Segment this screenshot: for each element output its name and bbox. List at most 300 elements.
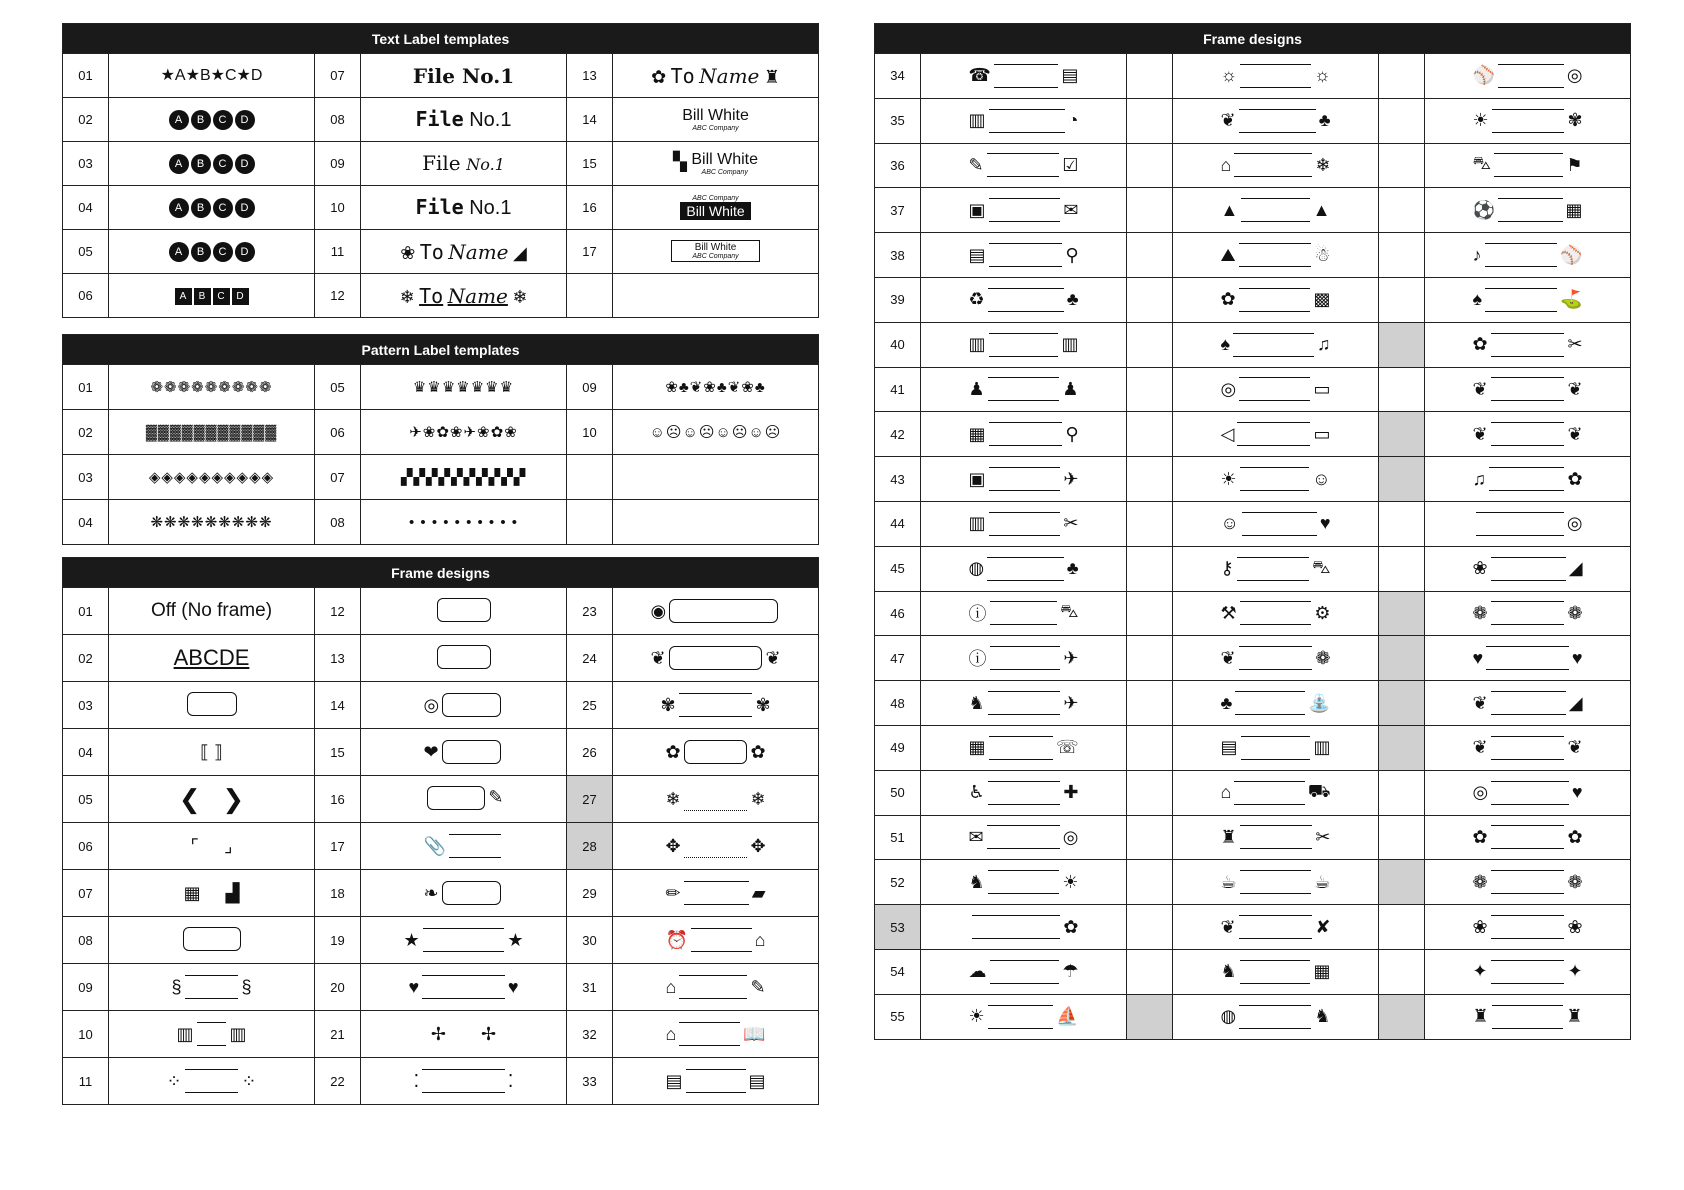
row-number: 50 (875, 770, 921, 815)
to-name-text: ❄ To Name ❄ (361, 274, 567, 318)
frame-graphic: ♿ ✚ (969, 779, 1079, 807)
frame-graphic: ❦ ❦ (1473, 420, 1583, 448)
frame-design: § § (109, 964, 315, 1011)
row-number: 16 (315, 776, 361, 823)
row-number: 13 (315, 635, 361, 682)
frame-graphic: ✿ (969, 913, 1079, 941)
empty-cell (1379, 277, 1425, 322)
row-number: 48 (875, 681, 921, 726)
frame-graphic: ▥ ▥ (969, 331, 1079, 359)
frame-graphic: ♻ ♣ (969, 286, 1079, 314)
empty-cell (1379, 949, 1425, 994)
empty-cell (1127, 591, 1173, 636)
frame-graphic: ⌂ ❄ (1221, 151, 1331, 179)
frame-graphic: ☺ ♥ (1221, 510, 1331, 538)
frame-design: 📎 (361, 823, 567, 870)
apple-letters: A B C D (109, 98, 315, 142)
frame-graphic: ▣ ✉ (969, 196, 1079, 224)
row-number: 44 (875, 501, 921, 546)
frame-design (921, 636, 1127, 681)
row-number: 38 (875, 233, 921, 278)
frame-design: ⁚ ⁚ (361, 1058, 567, 1105)
frame-graphic: ⓘ ✈ (968, 647, 1079, 670)
frame-design (1425, 591, 1631, 636)
frame-graphic: ▦ ☏ (969, 734, 1079, 762)
frame-design (921, 815, 1127, 860)
frame-design (921, 546, 1127, 591)
frame-design (1173, 681, 1379, 726)
row-number: 52 (875, 860, 921, 905)
frame-design (1173, 501, 1379, 546)
lace-pattern: ◈◈◈◈◈◈◈◈◈◈ (109, 455, 315, 500)
frame-design: ⌂ ✎ (613, 964, 819, 1011)
frame-design (1425, 681, 1631, 726)
frame-design (1173, 860, 1379, 905)
frame-graphic: ❀ ❀ (1473, 913, 1583, 941)
pattern-label-title: Pattern Label templates (63, 335, 819, 365)
row-number: 15 (567, 142, 613, 186)
text-label-table (62, 23, 819, 318)
frame-design (921, 501, 1127, 546)
frame-design (1425, 905, 1631, 950)
empty-cell (1127, 143, 1173, 188)
frame-design: ❧ (361, 870, 567, 917)
row-number: 08 (315, 98, 361, 142)
heart-letters: A B C D (109, 186, 315, 230)
row-number: 19 (315, 917, 361, 964)
row-number: 51 (875, 815, 921, 860)
frame-design (1425, 725, 1631, 770)
frame-design (921, 681, 1127, 726)
empty-cell (1127, 770, 1173, 815)
frame-design: ◉ (613, 588, 819, 635)
frame-design: ▦ ▟ (109, 870, 315, 917)
frame-designs-title: Frame designs (875, 24, 1631, 54)
frame-graphic: ☼ ☼ (1221, 62, 1331, 90)
empty-cell (1379, 143, 1425, 188)
frame-design (1173, 143, 1379, 188)
empty-cell (613, 500, 819, 545)
empty-cell (1127, 725, 1173, 770)
empty-cell (1379, 98, 1425, 143)
frame-design (921, 233, 1127, 278)
frame-graphic: ✿ ▩ (1221, 286, 1331, 314)
row-number: 07 (315, 455, 361, 500)
to-name-text: ✿ To Name ♜ (613, 54, 819, 98)
row-number: 03 (63, 682, 109, 729)
empty-cell (1127, 546, 1173, 591)
row-number: 26 (567, 729, 613, 776)
empty-cell (1379, 636, 1425, 681)
row-number: 03 (63, 142, 109, 186)
row-number: 14 (315, 682, 361, 729)
row-number: 05 (63, 230, 109, 274)
frame-graphic: ⚾ ◎ (1473, 62, 1583, 90)
no-frame-text: Off (No frame) (109, 588, 315, 635)
empty-cell (1379, 815, 1425, 860)
file-no-text: File No.1 (361, 54, 567, 98)
frame-graphic: ♠ ♫ (1221, 331, 1331, 359)
frame-design (1425, 949, 1631, 994)
empty-cell (1127, 277, 1173, 322)
frame-design (1425, 188, 1631, 233)
frame-design (921, 725, 1127, 770)
row-number: 47 (875, 636, 921, 681)
empty-cell (1127, 905, 1173, 950)
frame-graphic: ◁ ▭ (1221, 420, 1331, 448)
empty-cell (1127, 188, 1173, 233)
row-number: 24 (567, 635, 613, 682)
frame-graphic: ♞ ✈ (969, 689, 1079, 717)
empty-cell (1379, 322, 1425, 367)
underline-text: ABCDE (109, 635, 315, 682)
frame-graphic: ▤ ⚲ (969, 241, 1079, 269)
row-number: 36 (875, 143, 921, 188)
row-number: 17 (315, 823, 361, 870)
empty-cell (1127, 501, 1173, 546)
frame-design (921, 949, 1127, 994)
frame-design: ✎ (361, 776, 567, 823)
row-number: 09 (315, 142, 361, 186)
row-number: 37 (875, 188, 921, 233)
frame-design: ✿ ✿ (613, 729, 819, 776)
frame-design (1173, 277, 1379, 322)
frame-design: ▤ ▤ (613, 1058, 819, 1105)
frame-design (1425, 636, 1631, 681)
frame-designs-left-table (62, 557, 819, 1105)
car-letters: A B C D (109, 142, 315, 186)
empty-cell (1379, 412, 1425, 457)
frame-design (1425, 546, 1631, 591)
frame-design (1173, 949, 1379, 994)
row-number: 02 (63, 410, 109, 455)
row-number: 41 (875, 367, 921, 412)
houndstooth-pattern: ▞▞▞▞▞▞▞▞▞▞ (361, 455, 567, 500)
frame-design: ❦ ❦ (613, 635, 819, 682)
lace-pattern: ❁❁❁❁❁❁❁❁❁ (109, 365, 315, 410)
frame-design (921, 905, 1127, 950)
frame-design (921, 143, 1127, 188)
frame-design (1173, 636, 1379, 681)
lace-pattern: ❋❋❋❋❋❋❋❋❋ (109, 500, 315, 545)
file-no-text: File No.1 (361, 186, 567, 230)
frame-design: ★ ★ (361, 917, 567, 964)
frame-design (1173, 367, 1379, 412)
empty-cell (1379, 233, 1425, 278)
frame-design (921, 591, 1127, 636)
frame-design (921, 457, 1127, 502)
row-number: 13 (567, 54, 613, 98)
frame-design (1173, 591, 1379, 636)
frame-graphic: ♟ ♟ (969, 375, 1079, 403)
row-number: 09 (567, 365, 613, 410)
empty-cell (613, 274, 819, 318)
frame-graphic: ◎ ▭ (1221, 375, 1331, 403)
frame-design (921, 994, 1127, 1039)
empty-cell (1127, 412, 1173, 457)
frame-graphic: ♠ ⛳ (1473, 286, 1583, 314)
row-number: 02 (63, 98, 109, 142)
row-number (567, 455, 613, 500)
empty-cell (1379, 591, 1425, 636)
frame-graphic: ▥ ✂ (969, 510, 1079, 538)
row-number: 05 (63, 776, 109, 823)
frame-design (1173, 233, 1379, 278)
frame-graphic: ☀ ☺ (1221, 465, 1331, 493)
fruit-pattern: ❀♣❦❀♣❦❀♣ (613, 365, 819, 410)
frame-design (1173, 546, 1379, 591)
row-number: 17 (567, 230, 613, 274)
frame-design (1173, 54, 1379, 99)
row-number: 31 (567, 964, 613, 1011)
file-no-text: File No.1 (361, 142, 567, 186)
empty-cell (1127, 994, 1173, 1039)
frame-graphic: ♞ ▦ (1221, 958, 1331, 986)
frame-graphic: ⛰ ☃ (1221, 241, 1331, 269)
frame-graphic: ⚽ ▦ (1473, 196, 1583, 224)
frame-graphic: ✦ ✦ (1473, 958, 1583, 986)
empty-cell (1379, 54, 1425, 99)
frame-graphic: ☁ ☂ (969, 958, 1079, 986)
empty-cell (1127, 457, 1173, 502)
frame-design (109, 917, 315, 964)
frame-design (1425, 322, 1631, 367)
row-number: 06 (63, 823, 109, 870)
face-pattern: ☺☹☺☹☺☹☺☹ (613, 410, 819, 455)
row-number: 04 (63, 729, 109, 776)
frame-graphic: ◍ ♣ (969, 555, 1079, 583)
frame-design (361, 635, 567, 682)
empty-cell (1379, 905, 1425, 950)
frame-graphic: ✿ ✿ (1473, 823, 1583, 851)
text-label-title: Text Label templates (63, 24, 819, 54)
frame-design (921, 860, 1127, 905)
frame-graphic: ⌂ ⛟ (1221, 779, 1331, 807)
frame-designs-title: Frame designs (63, 558, 819, 588)
row-number: 01 (63, 588, 109, 635)
frame-graphic: ⛍ ⚑ (1473, 151, 1583, 179)
row-number: 07 (63, 870, 109, 917)
frame-design (1425, 457, 1631, 502)
frame-design (1425, 367, 1631, 412)
row-number: 11 (63, 1058, 109, 1105)
frame-graphic: ❦ ✘ (1221, 913, 1331, 941)
frame-design (1173, 770, 1379, 815)
row-number: 12 (315, 274, 361, 318)
ornament-pattern: ♛♛♛♛♛♛♛ (361, 365, 567, 410)
empty-cell (1379, 501, 1425, 546)
frame-design (361, 588, 567, 635)
empty-cell (1127, 54, 1173, 99)
empty-cell (1127, 233, 1173, 278)
row-number: 49 (875, 725, 921, 770)
frame-design (921, 412, 1127, 457)
frame-design: ✥ ✥ (613, 823, 819, 870)
frame-design: ◎ (361, 682, 567, 729)
frame-design: ✢ ✢ (361, 1011, 567, 1058)
empty-cell (1127, 949, 1173, 994)
frame-design: ⌜ ⌟ (109, 823, 315, 870)
empty-cell (1379, 457, 1425, 502)
frame-design (1425, 815, 1631, 860)
row-number: 07 (315, 54, 361, 98)
frame-graphic: ☎ ▤ (969, 62, 1079, 90)
empty-cell (1127, 322, 1173, 367)
bill-white-text: ▚ Bill White ABC Company (613, 142, 819, 186)
frame-design (921, 54, 1127, 99)
frame-design (1173, 322, 1379, 367)
empty-cell (1379, 994, 1425, 1039)
row-number: 06 (63, 274, 109, 318)
row-number: 55 (875, 994, 921, 1039)
frame-graphic: ♪ ⚾ (1473, 241, 1583, 269)
empty-cell (1127, 681, 1173, 726)
frame-graphic: ☀ ⛵ (969, 1003, 1079, 1031)
row-number: 30 (567, 917, 613, 964)
empty-cell (1379, 725, 1425, 770)
row-number: 14 (567, 98, 613, 142)
frame-graphic: ☀ ✾ (1473, 107, 1583, 135)
frame-design (1425, 233, 1631, 278)
row-number: 04 (63, 500, 109, 545)
frame-design (921, 188, 1127, 233)
frame-graphic: ♞ ☀ (969, 868, 1079, 896)
to-name-text: ❀ To Name ◢ (361, 230, 567, 274)
row-number: 18 (315, 870, 361, 917)
empty-cell (1127, 815, 1173, 860)
row-number: 54 (875, 949, 921, 994)
frame-design (1173, 412, 1379, 457)
row-number: 10 (63, 1011, 109, 1058)
row-number: 43 (875, 457, 921, 502)
row-number (567, 274, 613, 318)
row-number: 21 (315, 1011, 361, 1058)
frame-graphic: ◎ ♥ (1473, 779, 1583, 807)
empty-cell (1379, 188, 1425, 233)
row-number: 35 (875, 98, 921, 143)
frame-design: ❤ (361, 729, 567, 776)
row-number: 12 (315, 588, 361, 635)
frame-design: ⟦ ⟧ (109, 729, 315, 776)
frame-graphic: ⚒ ⚙ (1221, 599, 1331, 627)
frame-graphic: ✉ ◎ (969, 823, 1079, 851)
frame-design (1425, 54, 1631, 99)
frame-design: ⏰ ⌂ (613, 917, 819, 964)
frame-design: ▥ ▥ (109, 1011, 315, 1058)
pattern-label-table (62, 334, 819, 545)
frame-graphic: ⓘ ⛍ (968, 601, 1079, 625)
row-number: 10 (567, 410, 613, 455)
row-number: 27 (567, 776, 613, 823)
frame-graphic: ✿ ✂ (1473, 331, 1583, 359)
row-number: 08 (315, 500, 361, 545)
row-number: 06 (315, 410, 361, 455)
bill-white-text: Bill White ABC Company (613, 98, 819, 142)
frame-design: ⁘ ⁘ (109, 1058, 315, 1105)
row-number: 16 (567, 186, 613, 230)
row-number: 45 (875, 546, 921, 591)
frame-design: ❮ ❯ (109, 776, 315, 823)
row-number: 22 (315, 1058, 361, 1105)
frame-graphic: ♥ ♥ (1473, 644, 1583, 672)
row-number: 39 (875, 277, 921, 322)
row-number: 05 (315, 365, 361, 410)
empty-cell (1127, 860, 1173, 905)
empty-cell (1127, 98, 1173, 143)
frame-design (1425, 277, 1631, 322)
frame-design: ❄ ❄ (613, 776, 819, 823)
frame-design (921, 98, 1127, 143)
frame-graphic: ✎ ☑ (969, 151, 1079, 179)
row-number: 32 (567, 1011, 613, 1058)
frame-graphic: ◎ (1473, 510, 1583, 538)
frame-graphic: ❦ ♣ (1221, 107, 1331, 135)
circle-letters: A B C D (109, 230, 315, 274)
frame-design (1173, 905, 1379, 950)
frame-graphic: ♫ ✿ (1473, 465, 1583, 493)
frame-design (1425, 143, 1631, 188)
row-number: 42 (875, 412, 921, 457)
frame-graphic: ◍ ♞ (1221, 1003, 1331, 1031)
frame-design (1173, 457, 1379, 502)
frame-design (1425, 501, 1631, 546)
empty-cell (1379, 770, 1425, 815)
row-number: 01 (63, 365, 109, 410)
frame-design (1173, 725, 1379, 770)
frame-graphic: ♣ ⛲ (1221, 689, 1331, 717)
bill-white-text: Bill White ABC Company (613, 230, 819, 274)
frame-graphic: ▲ ▲ (1221, 196, 1331, 224)
frame-design: ♥ ♥ (361, 964, 567, 1011)
frame-design (1425, 860, 1631, 905)
row-number: 25 (567, 682, 613, 729)
row-number: 46 (875, 591, 921, 636)
frame-graphic: ❦ ❦ (1473, 375, 1583, 403)
frame-graphic: ❁ ❁ (1473, 868, 1583, 896)
row-number: 03 (63, 455, 109, 500)
row-number: 04 (63, 186, 109, 230)
dot-pattern: • • • • • • • • • • (361, 500, 567, 545)
frame-graphic: ⚷ ⛍ (1221, 555, 1331, 583)
empty-cell (1127, 636, 1173, 681)
frame-graphic: ❦ ❁ (1221, 644, 1331, 672)
row-number: 23 (567, 588, 613, 635)
frame-design (1425, 412, 1631, 457)
square-letters: A B C D (109, 274, 315, 318)
frame-graphic: ▣ ✈ (969, 465, 1079, 493)
frame-graphic: ▦ ⚲ (969, 420, 1079, 448)
frame-design (1425, 770, 1631, 815)
frame-design (921, 367, 1127, 412)
lace-pattern: ▓▓▓▓▓▓▓▓▓▓▓ (109, 410, 315, 455)
frame-design: ✏ ▰ (613, 870, 819, 917)
empty-cell (1379, 367, 1425, 412)
row-number: 01 (63, 54, 109, 98)
row-number (567, 500, 613, 545)
file-no-text: File No.1 (361, 98, 567, 142)
frame-graphic: ▤ ▥ (1221, 734, 1331, 762)
star-letters: ★A★B★C★D (109, 54, 315, 98)
empty-cell (1379, 681, 1425, 726)
empty-cell (1379, 860, 1425, 905)
row-number: 40 (875, 322, 921, 367)
frame-design: ✾ ✾ (613, 682, 819, 729)
row-number: 10 (315, 186, 361, 230)
row-number: 09 (63, 964, 109, 1011)
frame-design (1173, 994, 1379, 1039)
frame-graphic: ☕ ☕ (1221, 868, 1331, 896)
frame-designs-right-table (874, 23, 1631, 1040)
